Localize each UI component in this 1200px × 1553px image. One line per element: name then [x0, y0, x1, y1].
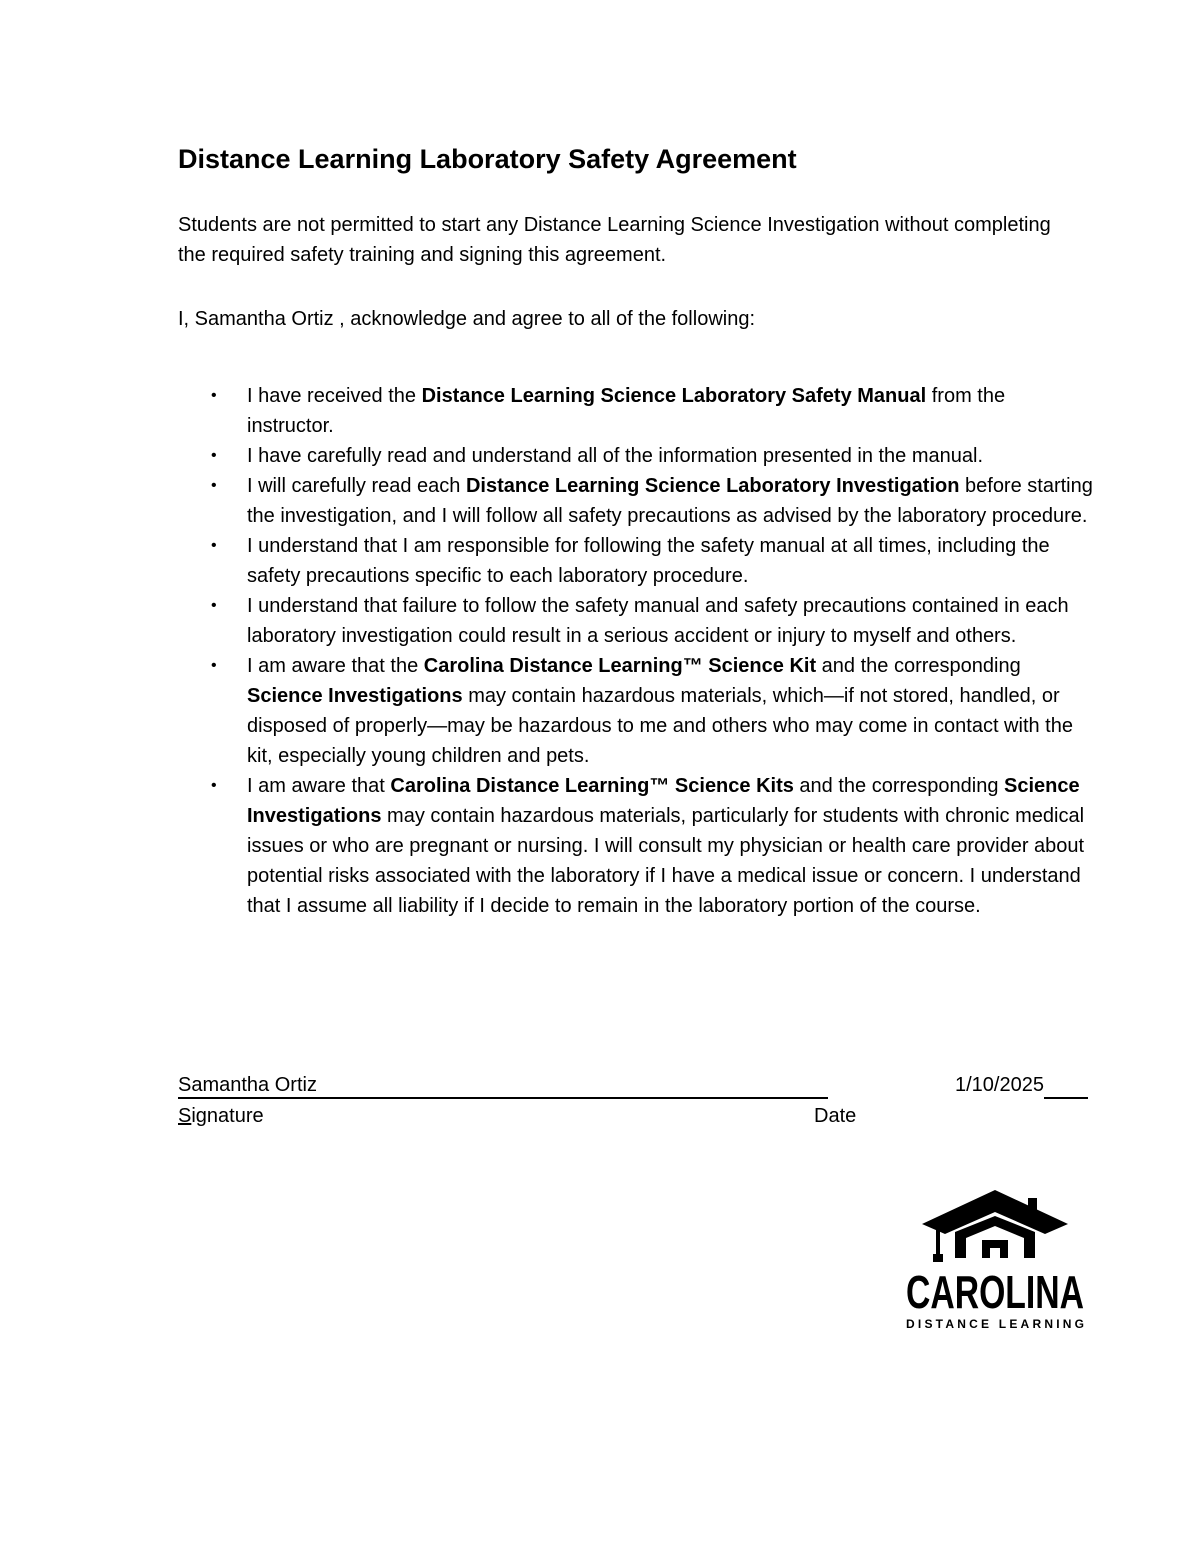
intro-paragraph: Students are not permitted to start any Distance Learning Science Investigation without completing the required safety training and signing this agreement.	[178, 214, 1051, 266]
bullet-icon: •	[211, 477, 217, 494]
bullet-icon: •	[211, 537, 217, 554]
list-item: • I have carefully read and understand all of the information presented in the manual.	[178, 441, 1093, 471]
door-icon	[982, 1240, 1008, 1258]
bullet-icon: •	[211, 777, 217, 794]
bullet-icon: •	[211, 387, 217, 404]
logo-tagline: DISTANCE LEARNING	[906, 1317, 1084, 1331]
bullet-icon: •	[211, 597, 217, 614]
date-value	[955, 1071, 1102, 1097]
acknowledgement-line: I, Samantha Ortiz , acknowledge and agree to all of the following:	[178, 308, 756, 330]
list-item: • I have received the Distance Learning Science Laboratory Safety Manual from the instructor.	[178, 381, 1093, 441]
list-item: • I am aware that the Carolina Distance Learning™ Science Kit and the corresponding Science Investigations may contain hazardous materials, which—if not stored, handled, or disposed of properly—may be hazardous to me and others who may come in contact with the kit, especially young children and pets.	[178, 651, 1093, 771]
signature-label: Signature	[178, 1105, 264, 1127]
chimney-icon	[1028, 1198, 1037, 1216]
date-label: Date	[814, 1105, 857, 1127]
carolina-logo	[900, 1188, 1090, 1333]
cap-roof-icon	[922, 1190, 1068, 1234]
bullet-icon: •	[211, 447, 217, 464]
list-item: • I understand that failure to follow the safety manual and safety precautions contained in each laboratory investigation could result in a serious accident or injury to myself and others.	[178, 591, 1093, 651]
logo-wordmark: CAROLINA	[906, 1266, 1084, 1318]
bullet-icon: •	[211, 657, 217, 674]
tassel-icon	[936, 1228, 940, 1258]
signature-value: Samantha Ortiz	[178, 1071, 828, 1099]
list-item: • I am aware that Carolina Distance Learning™ Science Kits and the corresponding Science Investigations may contain hazardous materials, particularly for students with chronic medical issues or who are pregnant or nursing. I will consult my physician or health care provider about potential risks associated with the laboratory if I have a medical issue or concern. I understand that I assume all liability if I decide to remain in the laboratory portion of the course.	[178, 771, 1093, 921]
document-title: Distance Learning Laboratory Safety Agreement	[178, 144, 797, 174]
date-text: 1/10/2025	[955, 1074, 1044, 1096]
list-item: • I understand that I am responsible for following the safety manual at all times, including the safety precautions specific to each laboratory procedure.	[178, 531, 1093, 591]
date-underline	[1044, 1075, 1088, 1099]
list-item: • I will carefully read each Distance Learning Science Laboratory Investigation before starting the investigation, and I will follow all safety precautions as advised by the laboratory procedure.	[178, 471, 1093, 531]
agreement-list	[178, 381, 1093, 921]
